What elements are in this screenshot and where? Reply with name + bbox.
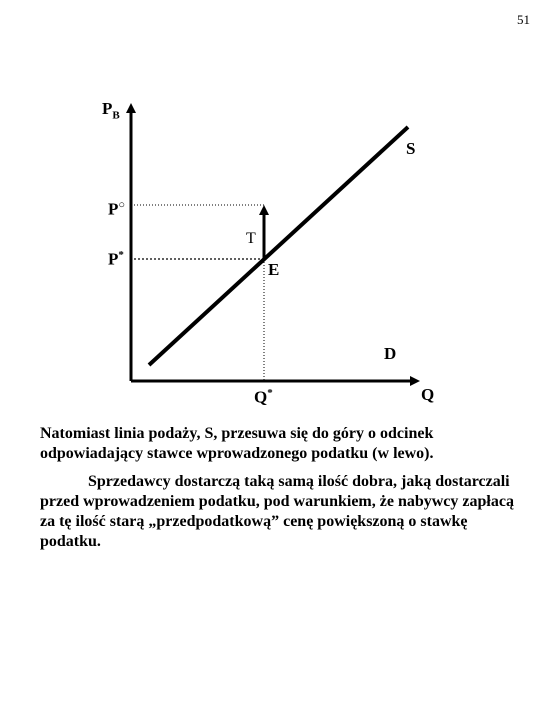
equilibrium-price-label: P* [108, 249, 124, 269]
x-axis-label: Q [421, 385, 435, 404]
paragraph-2: Sprzedawcy dostarczą taką samą ilość dobra, jaką dostarczali przed wprowadzeniem podatku, pod warunkiem, że nabywcy zapłacą za tę ilość starą „przedpodatkową” cenę powiększoną o stawkę podatku. [40, 473, 514, 550]
demand-label: D [384, 344, 397, 363]
quantity-label: Q* [254, 387, 273, 407]
supply-line [149, 127, 408, 365]
y-axis-label: $P_B$ [102, 99, 120, 122]
supply-label: S [406, 139, 416, 158]
body-text [40, 424, 514, 552]
page-number: 51 [517, 12, 530, 27]
equilibrium-point-label: E [268, 260, 280, 279]
price-with-tax-label: P○ [108, 199, 126, 219]
tax-label: T [246, 230, 256, 247]
paragraph-1: Natomiast linia podaży, S, przesuwa się do góry o odcinek odpowiadający stawce wprowadzonego podatku (w lewo). [40, 425, 434, 462]
